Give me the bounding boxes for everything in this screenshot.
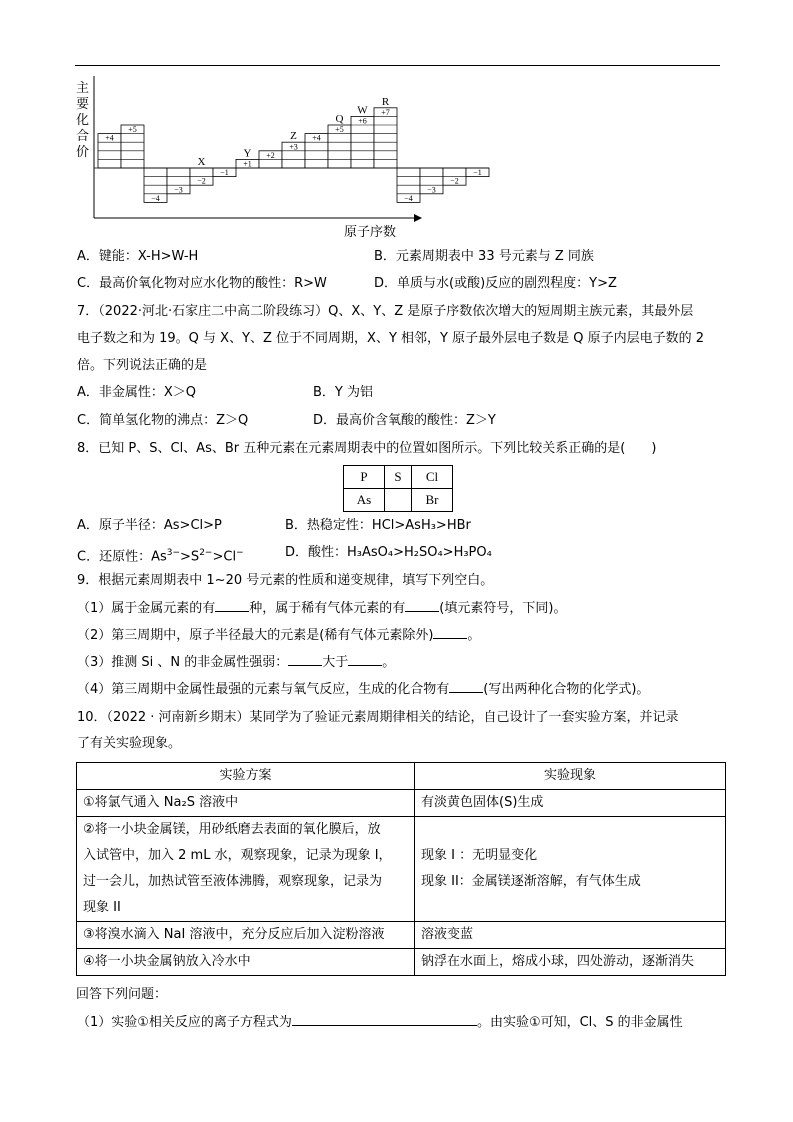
element-label: R — [381, 95, 390, 108]
table-cell: 钠浮在水面上，熔成小球，四处游动，逐渐消失 — [415, 949, 726, 976]
q7-D: D．最高价含氧酸的酸性：Z＞Y — [313, 413, 496, 428]
table-cell: ④将一小块金属钠放入冷水中 — [77, 949, 415, 976]
element-label: X — [197, 156, 206, 168]
bar-value-label: −4 — [151, 193, 160, 203]
q9-part4: （4）第三周期中金属性最强的元素与氧气反应，生成的化合物有 (写出两种化合物的化学式)。 — [77, 682, 650, 697]
col-header: 实验现象 — [415, 763, 726, 790]
q9-stem: 9．根据元素周期表中 1~20 号元素的性质和递变规律，填写下列空白。 — [77, 573, 494, 588]
q7-line2: 电子数之和为 19。Q 与 X、Y、Z 位于不同周期，X、Y 相邻，Y 原子最外层电子数是 Q 原子内层电子数的 2 — [77, 331, 705, 346]
bar-value-label: −2 — [197, 176, 206, 186]
q7-B: B．Y 为铝 — [313, 385, 373, 400]
bar-value-label: +4 — [312, 133, 321, 143]
bar-value-label: +5 — [335, 125, 344, 135]
grid-cell: Br — [412, 489, 453, 512]
q9-part2: （2）第三周期中，原子半径最大的元素是(稀有气体元素除外) 。 — [77, 628, 481, 643]
bar-value-label: +4 — [105, 133, 114, 143]
table-cell: ③将溴水滴入 NaI 溶液中，充分反应后加入淀粉溶液 — [77, 922, 415, 949]
table-cell: 有淡黄色固体(S)生成 — [415, 790, 726, 817]
q10-line1: 10．（2022 · 河南新乡期末）某同学为了验证元素周期律相关的结论，自己设计了一套实验方案，并记录 — [77, 710, 679, 725]
svg-text:主: 主 — [76, 80, 90, 95]
bar-value-label: −1 — [473, 168, 482, 178]
bar-value-label: +3 — [289, 142, 298, 152]
table-cell: ②将一小块金属镁，用砂纸磨去表面的氧化膜后，放 入试管中，加入 2 mL 水，观察现象，记录为现象 I， 过一会儿，加热试管至液体沸腾，观察现象，记录为 现象 II — [77, 817, 415, 922]
y-axis-label — [76, 80, 89, 159]
bar-value-label: +5 — [128, 125, 137, 135]
svg-text:合: 合 — [76, 128, 90, 143]
q6-C: C．最高价氧化物对应水化物的酸性：R>W — [77, 276, 327, 291]
col-header: 实验方案 — [77, 763, 415, 790]
svg-text:化: 化 — [76, 112, 90, 127]
bar-value-label: +2 — [266, 150, 275, 160]
grid-cell — [385, 489, 412, 512]
bar-value-label: +7 — [381, 107, 390, 117]
element-label: Q — [335, 113, 344, 125]
q8-A: A．原子半径：As>Cl>P — [77, 518, 222, 533]
experiment-table — [76, 762, 726, 976]
header-rule — [75, 65, 720, 66]
element-label: Z — [290, 130, 297, 143]
q7-C: C．简单氢化物的沸点：Z＞Q — [77, 413, 249, 428]
element-label: W — [357, 104, 368, 117]
q8-D: D．酸性：H₃AsO₄>H₂SO₄>H₃PO₄ — [285, 545, 492, 560]
svg-text:要: 要 — [76, 96, 90, 111]
q7-line1: 7．（2022·河北·石家庄二中高二阶段练习）Q、X、Y、Z 是原子序数依次增大的短周期主族元素，其最外层 — [77, 304, 694, 319]
x-axis-arrow — [414, 214, 422, 222]
valence-chart — [72, 70, 482, 242]
table-cell: 现象 I ：无明显变化 现象 II：金属镁逐渐溶解，有气体生成 — [415, 817, 726, 922]
bar-value-label: −3 — [427, 185, 436, 195]
q10-line2: 了有关实验现象。 — [77, 736, 182, 751]
element-label: Y — [243, 147, 252, 160]
bar-value-label: −2 — [450, 176, 459, 186]
bar-value-label: +6 — [358, 116, 367, 126]
bar-value-label: +1 — [243, 159, 252, 169]
table-cell: ①将氯气通入 Na₂S 溶液中 — [77, 790, 415, 817]
q10-sub1: （1）实验①相关反应的离子方程式为 。由实验①可知，Cl、S 的非金属性 — [77, 1015, 683, 1030]
q8-C: C．还原性：$As^{3-}>S^{2-}>Cl^-$ — [77, 548, 244, 565]
q8-stem: 8．已知 P、S、Cl、As、Br 五种元素在元素周期表中的位置如图所示。下列比较关系正确的是( ) — [77, 441, 657, 456]
q7-line3: 倍。下列说法正确的是 — [77, 358, 208, 373]
periodic-grid — [343, 465, 453, 512]
bar-value-label: −4 — [404, 193, 413, 203]
q7-A: A．非金属性：X＞Q — [77, 385, 197, 400]
svg-text:价: 价 — [76, 144, 90, 159]
q6-A: A．键能：X-H>W-H — [77, 249, 199, 264]
q6-D: D．单质与水(或酸)反应的剧烈程度：Y>Z — [374, 276, 617, 291]
grid-cell: Cl — [412, 466, 453, 489]
grid-cell: S — [385, 466, 412, 489]
grid-cell: As — [344, 489, 385, 512]
q8-B: B．热稳定性：HCl>AsH₃>HBr — [285, 518, 471, 533]
answer-prompt: 回答下列问题： — [76, 987, 168, 1002]
q9-part1: （1）属于金属元素的有 种，属于稀有气体元素的有 (填元素符号，下同)。 — [77, 601, 567, 616]
bar-value-label: −3 — [174, 185, 183, 195]
bar-value-label: −1 — [220, 168, 229, 178]
q9-part3: （3）推测 Si 、N 的非金属性强弱： 大于 。 — [77, 655, 396, 670]
table-cell: 溶液变蓝 — [415, 922, 726, 949]
q6-B: B．元素周期表中 33 号元素与 Z 同族 — [374, 249, 594, 264]
x-axis-label: 原子序数 — [344, 224, 397, 239]
grid-cell: P — [344, 466, 385, 489]
